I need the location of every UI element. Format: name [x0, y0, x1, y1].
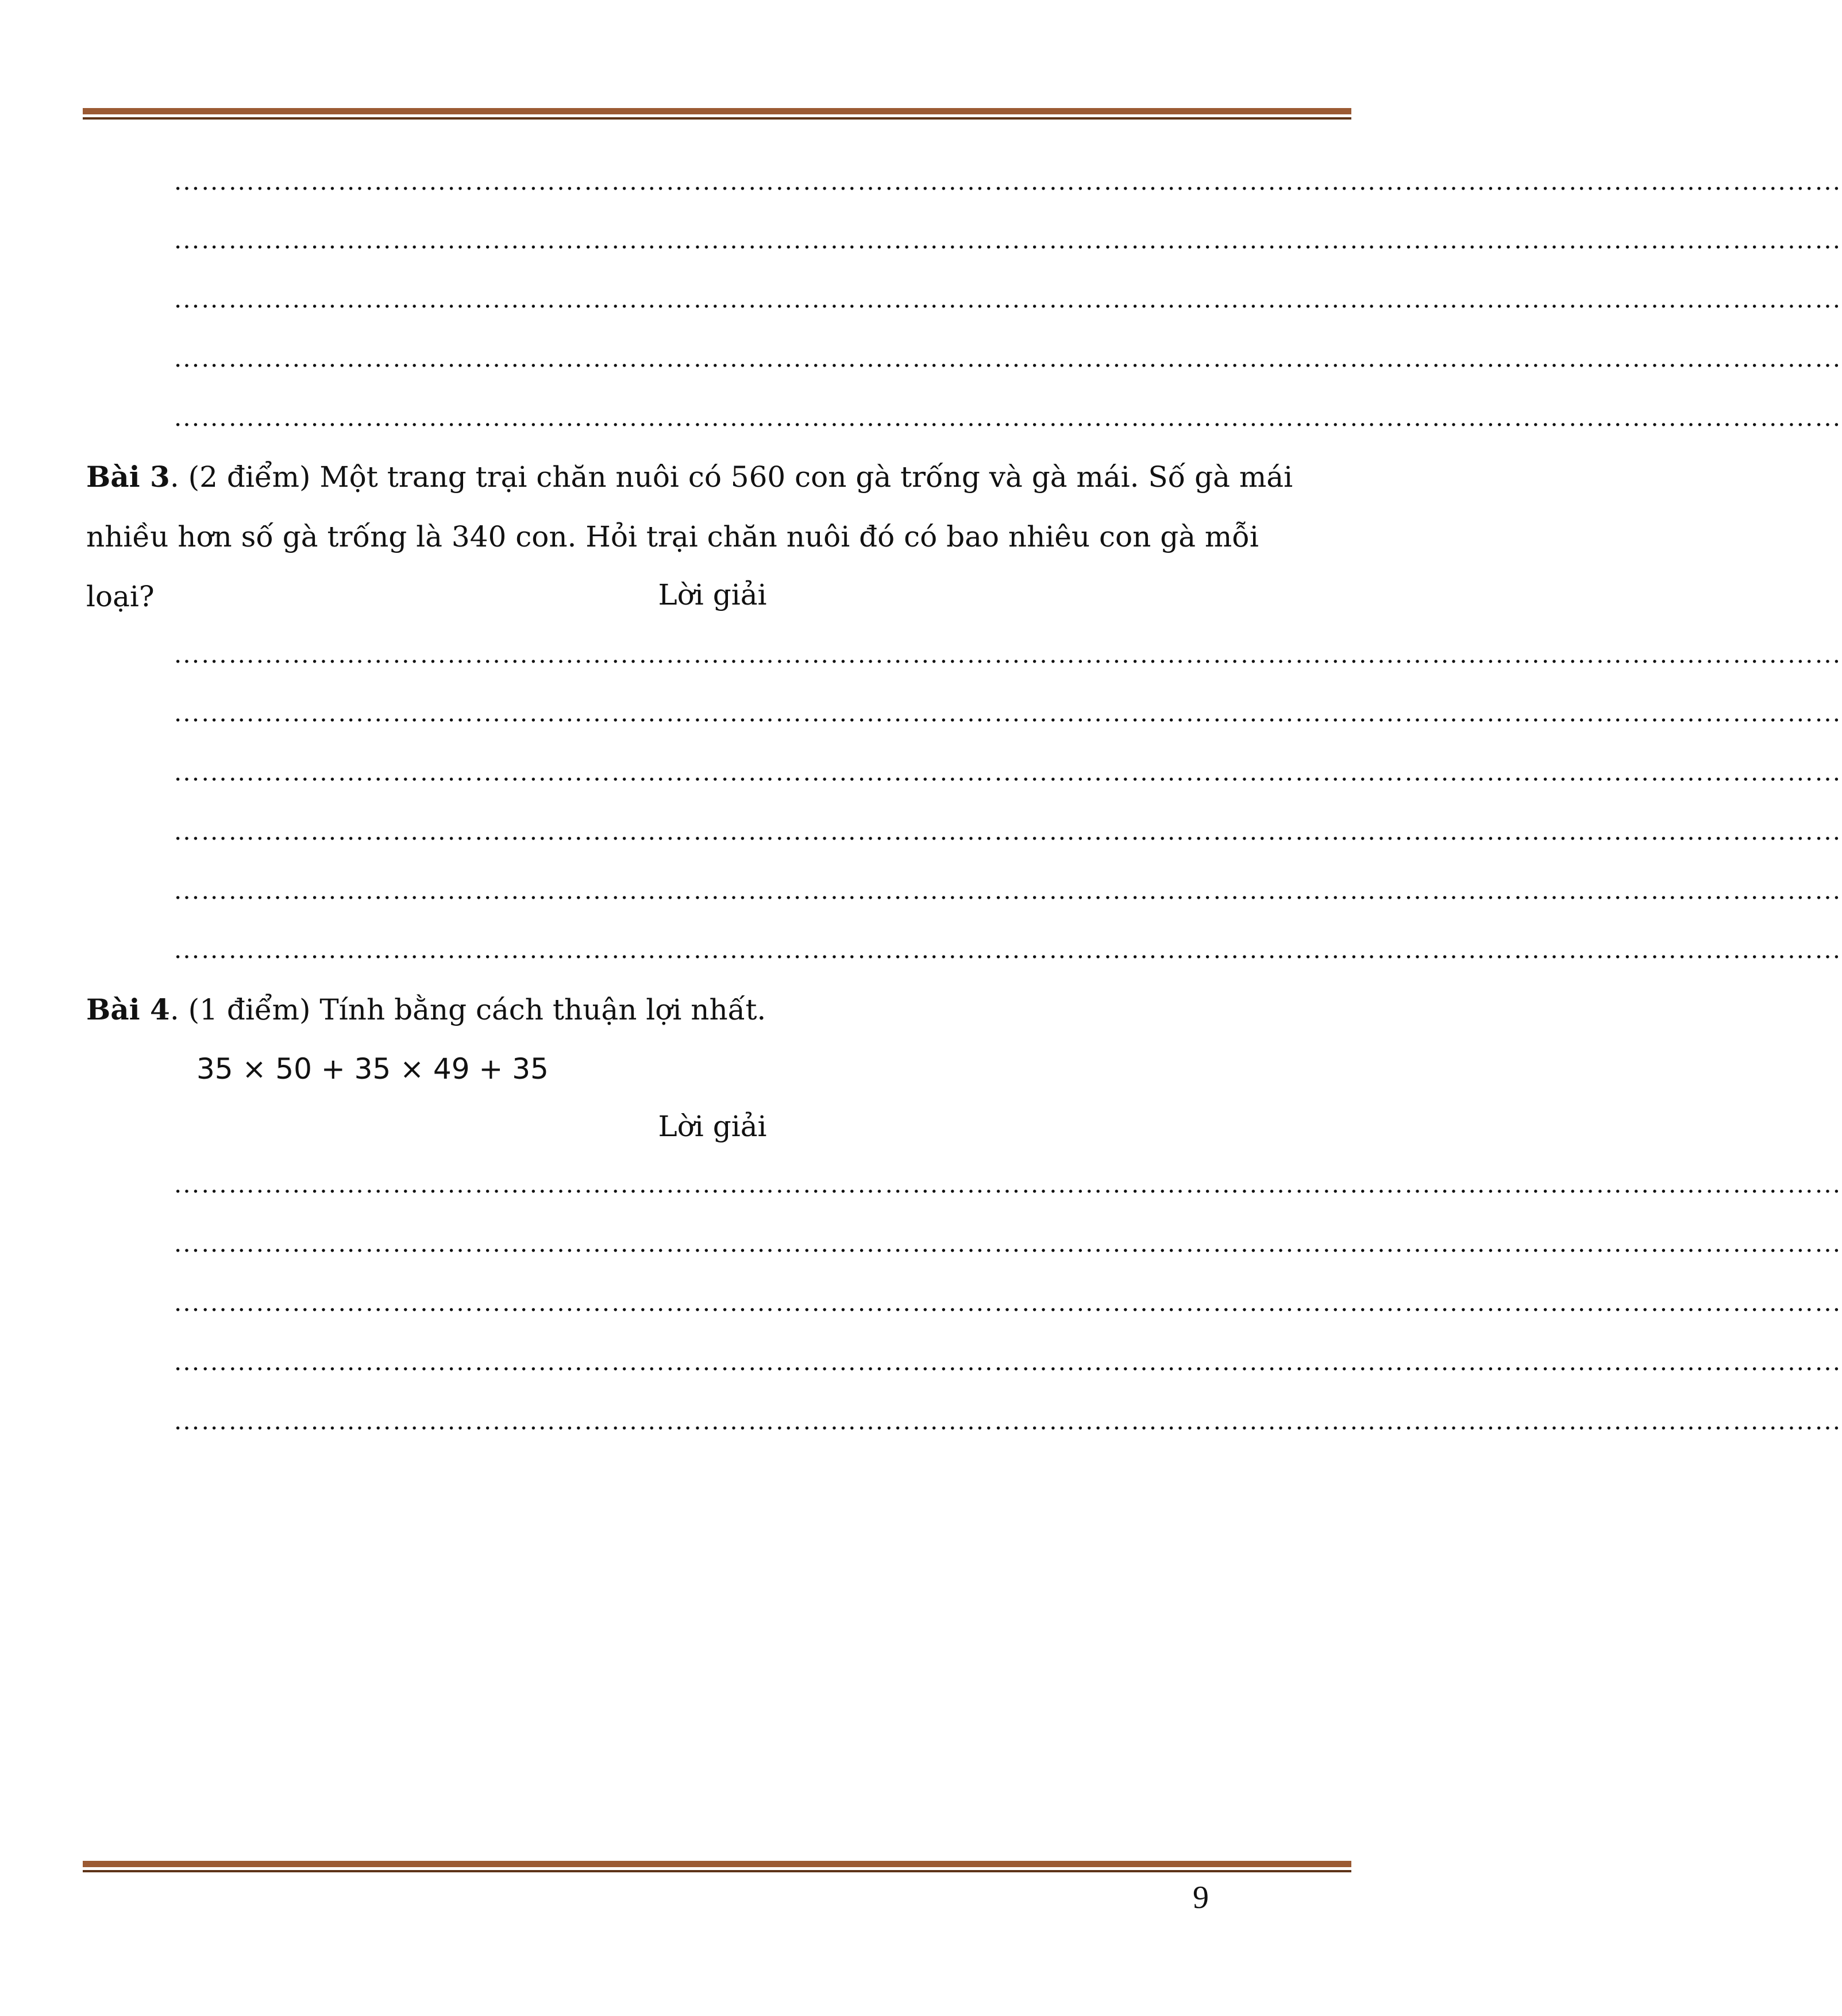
answer-line: …………………………………………………………………………………………………………………………………………………………………	[174, 402, 1842, 432]
answer-line: …………………………………………………………………………………………………………………………………………………………………	[174, 934, 1842, 964]
problem-4-label: Bài 4	[86, 992, 170, 1026]
answer-line: …………………………………………………………………………………………………………………………………………………………………	[174, 166, 1842, 195]
problem-4-text: . (1 điểm) Tính bằng cách thuận lợi nhất.	[169, 993, 766, 1026]
answer-line: …………………………………………………………………………………………………………………………………………………………………	[174, 1228, 1842, 1257]
answer-line: …………………………………………………………………………………………………………………………………………………………………	[174, 757, 1842, 786]
answer-line: …………………………………………………………………………………………………………………………………………………………………	[174, 1169, 1842, 1198]
answer-line: …………………………………………………………………………………………………………………………………………………………………	[174, 639, 1842, 668]
problem-4-expression: 35 × 50 + 35 × 49 + 35	[196, 1052, 549, 1086]
problem-3-label: Bài 3	[86, 460, 170, 494]
header-rule	[83, 108, 1351, 120]
answer-line: …………………………………………………………………………………………………………………………………………………………………	[174, 284, 1842, 313]
page-number: 9	[1193, 1880, 1209, 1915]
answer-line: …………………………………………………………………………………………………………………………………………………………………	[174, 1346, 1842, 1376]
problem-3-solution-heading: Lời giải	[658, 578, 767, 611]
problem-4-statement	[86, 980, 1333, 1040]
answer-line: …………………………………………………………………………………………………………………………………………………………………	[174, 225, 1842, 254]
problem-4-solution-heading: Lời giải	[658, 1110, 767, 1143]
answer-line: …………………………………………………………………………………………………………………………………………………………………	[174, 875, 1842, 905]
answer-line: …………………………………………………………………………………………………………………………………………………………………	[174, 1287, 1842, 1317]
answer-line: …………………………………………………………………………………………………………………………………………………………………	[174, 816, 1842, 845]
problem-3-text: . (2 điểm) Một trang trại chăn nuôi có 560 con gà trống và gà mái. Số gà mái nhiều hơn số gà trống là 340 con. Hỏi trại chăn nuôi đó có bao nhiêu con gà mỗi loại?	[86, 460, 1293, 613]
answer-line: …………………………………………………………………………………………………………………………………………………………………	[174, 698, 1842, 727]
answer-line: …………………………………………………………………………………………………………………………………………………………………	[174, 1406, 1842, 1435]
answer-line: …………………………………………………………………………………………………………………………………………………………………	[174, 343, 1842, 372]
footer-rule	[83, 1861, 1351, 1872]
